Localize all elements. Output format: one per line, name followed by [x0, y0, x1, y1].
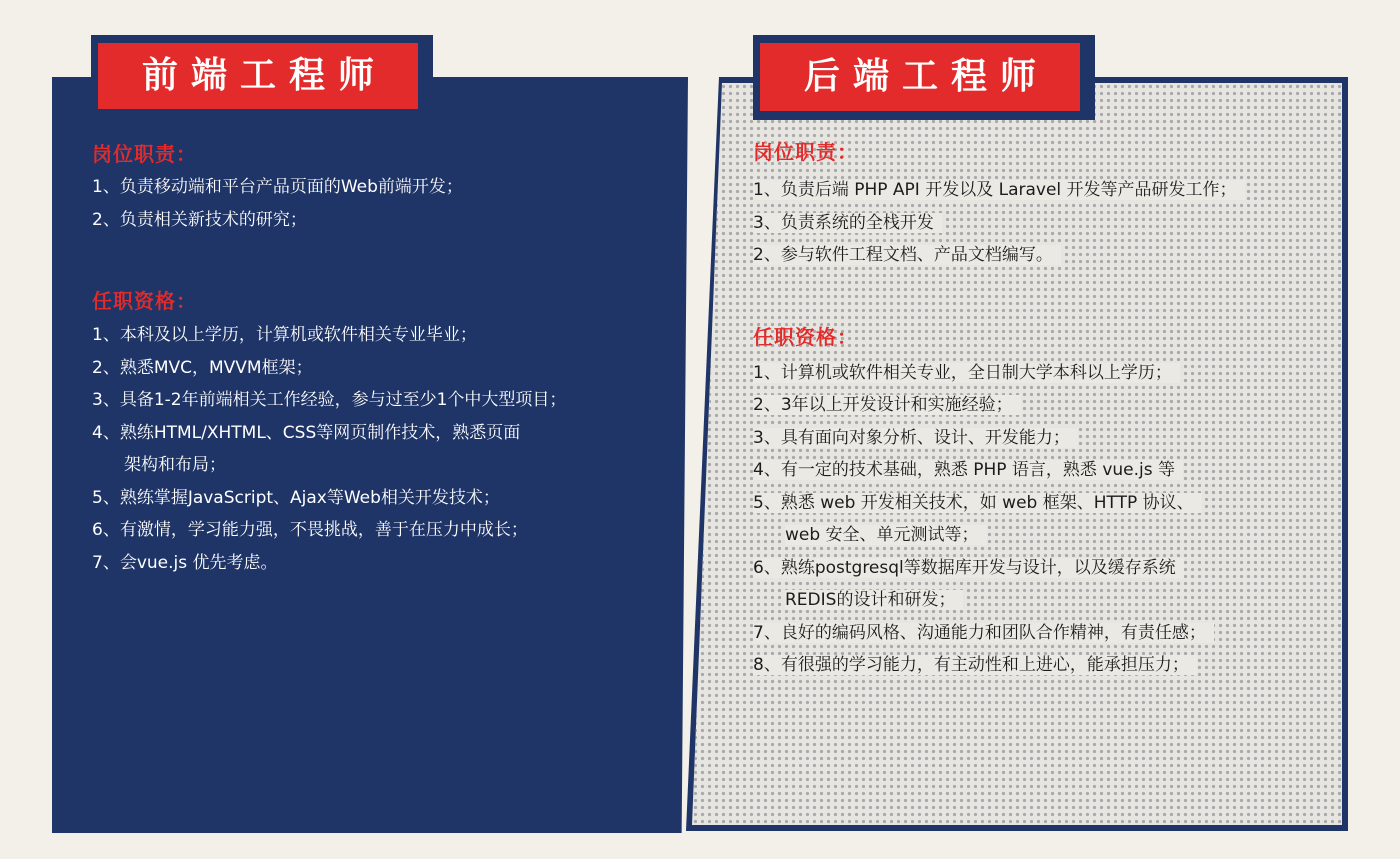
- list-item: 4、熟练HTML/XHTML、CSS等网页制作技术，熟悉页面 架构和布局；: [92, 422, 521, 475]
- list-item: 3、具备1-2年前端相关工作经验，参与过至少1个中大型项目；: [92, 390, 567, 410]
- list-item: 1、负责后端 PHP API 开发以及 Laravel 开发等产品研发工作；: [753, 174, 1343, 207]
- list-item: 1、本科及以上学历，计算机或软件相关专业毕业；: [92, 325, 477, 345]
- list-item: 2、参与软件工程文档、产品文档编写。: [753, 239, 1343, 272]
- list-item: 6、熟练postgresql等数据库开发与设计，以及缓存系统 REDIS的设计和研发；: [753, 552, 1343, 617]
- frontend-qualifications-heading: 任职资格：: [92, 289, 197, 313]
- backend-qualifications-list: [753, 357, 1343, 682]
- list-item: 2、熟悉MVC，MVVM框架；: [92, 357, 313, 378]
- frontend-qualifications-list: [92, 319, 672, 579]
- frontend-responsibilities-heading: 岗位职责：: [92, 142, 197, 166]
- list-item: 1、计算机或软件相关专业，全日制大学本科以上学历；: [753, 357, 1343, 390]
- frontend-title: 前端工程师: [98, 43, 418, 109]
- list-item: 2、负责相关新技术的研究；: [92, 209, 307, 230]
- list-item: 6、有激情，学习能力强，不畏挑战，善于在压力中成长；: [92, 520, 528, 540]
- backend-title-frame: [753, 35, 1095, 120]
- frontend-responsibilities-list: [92, 171, 672, 236]
- list-item: 3、具有面向对象分析、设计、开发能力；: [753, 422, 1343, 455]
- list-item: 3、负责系统的全栈开发: [753, 207, 1343, 240]
- list-item: 7、会vue.js 优先考虑。: [92, 552, 278, 573]
- list-item: 8、有很强的学习能力，有主动性和上进心，能承担压力；: [753, 649, 1343, 682]
- list-item: 5、熟练掌握JavaScript、Ajax等Web相关开发技术；: [92, 487, 500, 508]
- frontend-title-frame: [91, 35, 433, 117]
- list-item: 5、熟悉 web 开发相关技术，如 web 框架、HTTP 协议、 web 安全、单元测试等；: [753, 487, 1343, 552]
- backend-qualifications-heading: 任职资格：: [753, 324, 858, 349]
- backend-content: [753, 138, 1343, 682]
- backend-responsibilities-list: [753, 174, 1343, 272]
- list-item: 2、3年以上开发设计和实施经验；: [753, 389, 1343, 422]
- list-item: 4、有一定的技术基础，熟悉 PHP 语言，熟悉 vue.js 等: [753, 454, 1343, 487]
- backend-title: 后端工程师: [760, 43, 1080, 111]
- frontend-content: [92, 140, 672, 579]
- list-item: 1、负责移动端和平台产品页面的Web前端开发；: [92, 177, 463, 197]
- backend-responsibilities-heading: 岗位职责：: [753, 140, 858, 164]
- list-item: 7、良好的编码风格、沟通能力和团队合作精神，有责任感；: [753, 617, 1343, 650]
